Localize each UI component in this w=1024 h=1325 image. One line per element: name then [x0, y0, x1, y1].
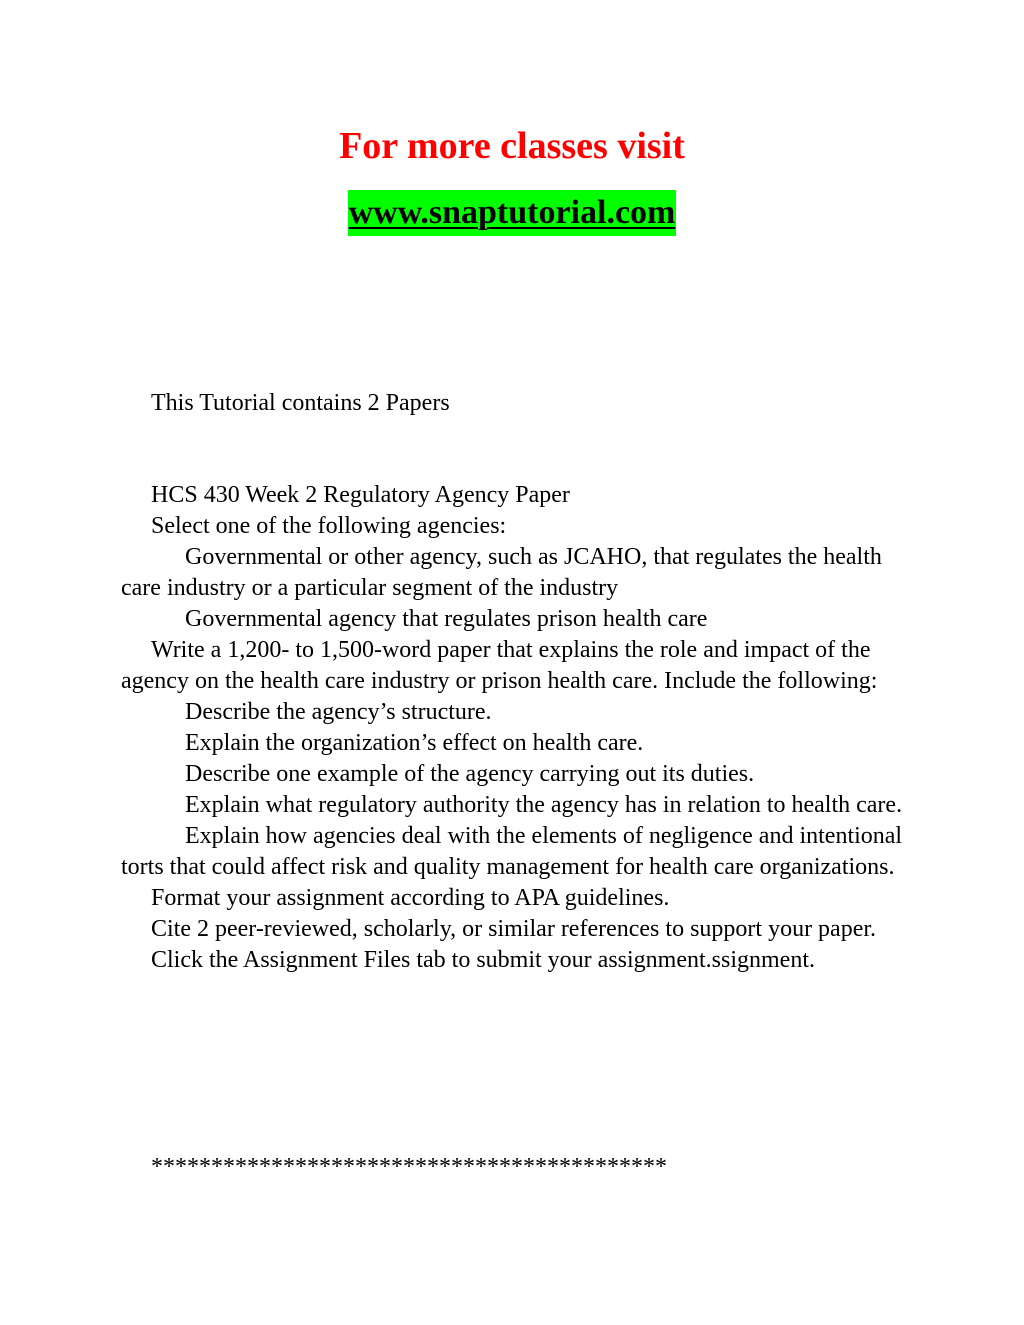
- write-prompt: Write a 1,200- to 1,500-word paper that explains the role and impact of the agency on the health care industry or prison health care. Include the following:: [121, 637, 878, 694]
- cite-note: Cite 2 peer-reviewed, scholarly, or similar references to support your paper.: [151, 916, 877, 942]
- requirement-item: Explain the organization’s effect on health care.: [185, 730, 644, 756]
- requirement-item: Describe one example of the agency carrying out its duties.: [185, 761, 755, 787]
- promo-title: For more classes visit: [339, 125, 685, 167]
- intro-text: This Tutorial contains 2 Papers: [151, 390, 450, 416]
- requirement-item: Explain how agencies deal with the elements of negligence and intentional torts that could affect risk and quality management for health care organizations.: [121, 823, 903, 880]
- promo-url-container: [0, 190, 1024, 236]
- select-prompt: Select one of the following agencies:: [151, 513, 507, 539]
- assignment-content: [121, 480, 906, 976]
- agency-option-2: Governmental agency that regulates prison health care: [185, 606, 708, 632]
- format-note: Format your assignment according to APA guidelines.: [151, 885, 670, 911]
- promo-url-link[interactable]: www.snaptutorial.com: [348, 190, 677, 236]
- paper-title: HCS 430 Week 2 Regulatory Agency Paper: [151, 482, 570, 508]
- submit-note: Click the Assignment Files tab to submit your assignment.ssignment.: [151, 947, 815, 973]
- requirement-item: Describe the agency’s structure.: [185, 699, 492, 725]
- agency-option-1: Governmental or other agency, such as JCAHO, that regulates the health care industry or a particular segment of the industry: [121, 544, 882, 601]
- separator-stars: *******************************************: [151, 1154, 667, 1180]
- requirement-item: Explain what regulatory authority the agency has in relation to health care.: [185, 792, 903, 818]
